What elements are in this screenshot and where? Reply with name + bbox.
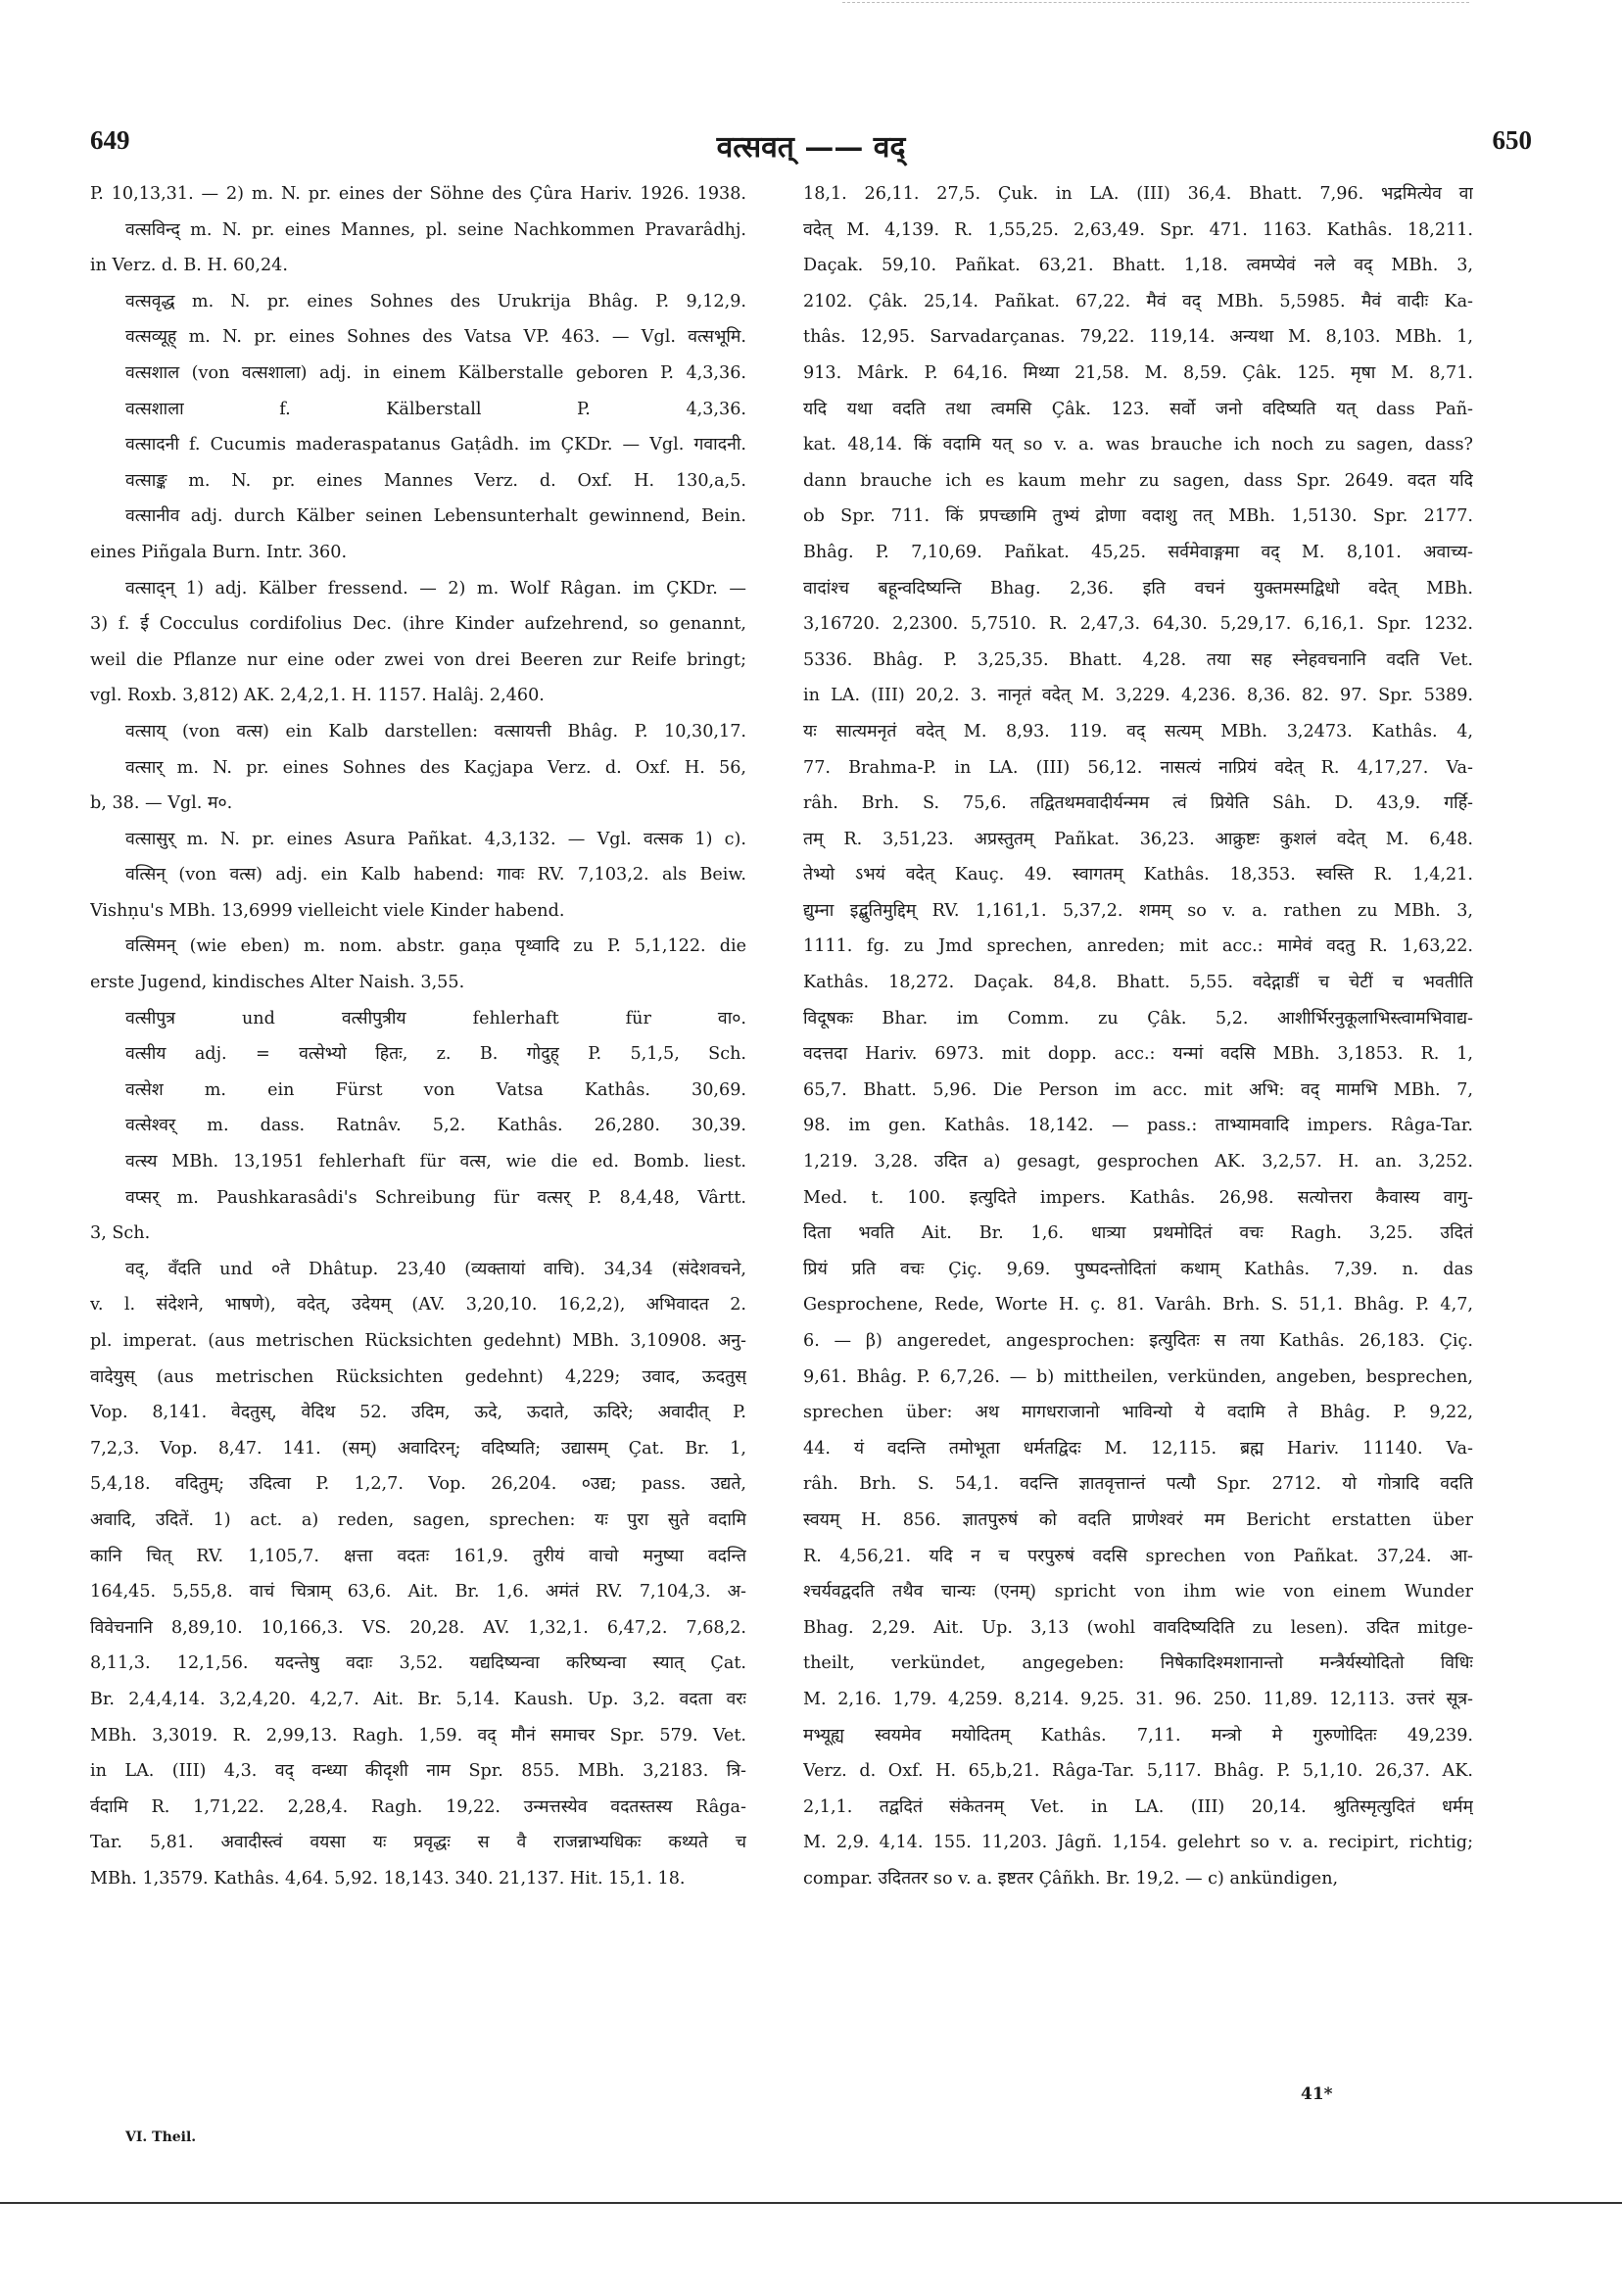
text-line: 1,219. 3,28. उदित a) gesagt, gesprochen AK. 3,2,57. H. an. 3,252. xyxy=(803,1152,1473,1172)
text-line: M. 2,16. 1,79. 4,259. 8,214. 9,25. 31. 96. 250. 11,89. 12,113. उत्तरं सूत्र- xyxy=(803,1689,1473,1709)
text-line: 2,1,1. तद्वदितं संकेतनम् Vet. in LA. (III) 20,14. श्रुतिस्मृत्युदितं धर्मम् xyxy=(803,1796,1473,1817)
text-line: विदूषकः Bhar. im Comm. zu Çâk. 5,2. आशीर्भिरनुकूलाभिस्त्वामभिवाद्य- xyxy=(803,1008,1473,1028)
text-line: in LA. (III) 20,2. 3. नानृतं वदेत् M. 3,229. 4,236. 8,36. 82. 97. Spr. 5389. xyxy=(803,686,1473,706)
text-line: वद्, वँदति und ०ते Dhâtup. 23,40 (व्यक्तायां वाचि). 34,34 (संदेशवचने, xyxy=(125,1259,746,1279)
text-line: र्वदामि R. 1,71,22. 2,28,4. Ragh. 19,22. उन्मत्तस्येव वदतस्तस्य Râga- xyxy=(90,1796,746,1817)
text-line: v. l. संदेशने, भाषणे), वदेत्, उदेयम् (AV. 3,20,10. 16,2,2), अभिवादत 2. xyxy=(90,1295,746,1315)
text-line: in LA. (III) 4,3. वद् वन्ध्या कीदृशी नाम Spr. 855. MBh. 3,2183. त्रि- xyxy=(90,1761,746,1782)
text-line: श्चर्यवद्वदति तथैव चान्यः (एनम्) spricht von ihm wie von einem Wunder xyxy=(803,1582,1473,1602)
text-line: 44. यं वदन्ति तमोभूता धर्मतद्विदः M. 12,115. ब्रह्म Hariv. 11140. Va- xyxy=(803,1438,1473,1459)
text-line: MBh. 1,3579. Kathâs. 4,64. 5,92. 18,143. 340. 21,137. Hit. 15,1. 18. xyxy=(90,1868,686,1889)
text-line: वत्सिन् (von वत्स) adj. ein Kalb habend: गावः RV. 7,103,2. als Beiw. xyxy=(125,865,746,885)
text-line: eines Piñgala Burn. Intr. 360. xyxy=(90,542,348,562)
text-line: 18,1. 26,11. 27,5. Çuk. in LA. (III) 36,4. Bhatt. 7,96. भद्रमित्येव वा xyxy=(803,184,1473,204)
text-line: विवेचनानि 8,89,10. 10,166,3. VS. 20,28. AV. 1,32,1. 6,47,2. 7,68,2. xyxy=(90,1617,746,1638)
text-line: in Verz. d. B. H. 60,24. xyxy=(90,256,288,276)
text-line: Vop. 8,141. वेदतुस्, वेदिथ 52. उदिम, ऊदे, ऊदाते, ऊदिरे; अवादीत् P. xyxy=(90,1403,746,1423)
text-line: वदेत् M. 4,139. R. 1,55,25. 2,63,49. Spr. 471. 1163. Kathâs. 18,211. xyxy=(803,219,1473,240)
text-line: वत्सवृद्ध m. N. pr. eines Sohnes des Urukrija Bhâg. P. 9,12,9. xyxy=(125,291,746,311)
right-column xyxy=(803,176,1473,1897)
text-line: वत्सेश m. ein Fürst von Vatsa Kathâs. 30,69. xyxy=(125,1079,746,1100)
text-line: वत्सशाल (von वत्सशाला) adj. in einem Kälberstalle geboren P. 4,3,36. xyxy=(125,362,746,383)
text-line: तेभ्यो ऽभयं वदेत् Kauç. 49. स्वागतम् Kathâs. 18,353. स्वस्ति R. 1,4,21. xyxy=(803,865,1473,885)
page-number-right: 650 xyxy=(1492,125,1532,155)
text-line: weil die Pflanze nur eine oder zwei von drei Beeren zur Reife bringt; xyxy=(90,649,746,670)
text-line: dann brauche ich es kaum mehr zu sagen, dass Spr. 2649. वदत यदि xyxy=(803,470,1473,491)
text-line: वत्सीय adj. = वत्सेभ्यो हितः, z. B. गोदुह् P. 5,1,5, Sch. xyxy=(125,1044,746,1065)
page-header xyxy=(90,125,1532,165)
text-line: वादांश्च बहून्वदिष्यन्ति Bhag. 2,36. इति वचनं युक्तमस्मद्विधो वदेत् MBh. xyxy=(803,578,1473,598)
text-line: Daçak. 59,10. Pañkat. 63,21. Bhatt. 1,18. त्वमप्येवं नले वद् MBh. 3, xyxy=(803,256,1473,276)
text-line: Bhag. 2,29. Ait. Up. 3,13 (wohl वावदिष्यदिति zu lesen). उदित mitge- xyxy=(803,1617,1473,1638)
text-line: कानि चित् RV. 1,105,7. क्षत्ता वदतः 161,9. तुरीयं वाचो मनुष्या वदन्ति xyxy=(90,1546,746,1566)
text-line: Verz. d. Oxf. H. 65,b,21. Râga-Tar. 5,117. Bhâg. P. 5,1,10. 26,37. AK. xyxy=(803,1761,1473,1782)
text-line: 3) f. ई Cocculus cordifolius Dec. (ihre Kinder aufzehrend, so genannt, xyxy=(90,614,746,635)
text-line: प्रियं प्रति वचः Çiç. 9,69. पुष्पदन्तोदितां कथाम् Kathâs. 7,39. n. das xyxy=(803,1259,1473,1279)
text-line: compar. उदिततर so v. a. इष्टतर Çâñkh. Br. 19,2. — c) ankündigen, xyxy=(803,1868,1339,1889)
bottom-rule xyxy=(0,2202,1622,2204)
text-line: ob Spr. 711. किं प्रपच्छामि तुभ्यं द्रोणा वदाशु तत् MBh. 1,5130. Spr. 2177. xyxy=(803,506,1473,527)
text-line: 7,2,3. Vop. 8,47. 141. (सम्) अवादिरन्; वदिष्यति; उद्यासम् Çat. Br. 1, xyxy=(90,1438,746,1459)
text-line: MBh. 3,3019. R. 2,99,13. Ragh. 1,59. वद् मौनं समाचर Spr. 579. Vet. xyxy=(90,1725,746,1746)
text-line: 2102. Çâk. 25,14. Pañkat. 67,22. मैवं वद् MBh. 5,5985. मैवं वादीः Ka- xyxy=(803,291,1473,311)
text-line: तम् R. 3,51,23. अप्रस्तुतम् Pañkat. 36,23. आक्रुष्टः कुशलं वदेत् M. 6,48. xyxy=(803,829,1473,849)
text-line: 65,7. Bhatt. 5,96. Die Person im acc. mit अभि: वद् मामभि MBh. 7, xyxy=(803,1079,1473,1100)
text-line: मभ्यूह्य स्वयमेव मयोदितम् Kathâs. 7,11. मन्त्रो मे गुरुणोदितः 49,239. xyxy=(803,1725,1473,1746)
volume-label: VI. Theil. xyxy=(125,2129,197,2145)
text-line: 164,45. 5,55,8. वाचं चित्राम् 63,6. Ait. Br. 1,6. अमंतं RV. 7,104,3. अ- xyxy=(90,1582,746,1602)
text-line: sprechen über: अथ मागधराजानो भाविन्यो ये वदामि ते Bhâg. P. 9,22, xyxy=(803,1403,1473,1423)
text-line: thâs. 12,95. Sarvadarçanas. 79,22. 119,14. अन्यथा M. 8,103. MBh. 1, xyxy=(803,327,1473,348)
page-number-left: 649 xyxy=(90,125,130,155)
text-line: P. 10,13,31. — 2) m. N. pr. eines der Söhne des Çûra Hariv. 1926. 1938. xyxy=(90,184,746,204)
left-column xyxy=(90,176,746,1897)
text-line: वत्सानीव adj. durch Kälber seinen Lebensunterhalt gewinnend, Bein. xyxy=(125,506,746,527)
text-line: pl. imperat. (aus metrischen Rücksichten gedehnt) MBh. 3,10908. अनु- xyxy=(90,1331,746,1351)
text-line: वप्सर् m. Paushkarasâdi's Schreibung für वत्सर् P. 8,4,48, Vârtt. xyxy=(125,1187,746,1208)
text-line: वादेयुस् (aus metrischen Rücksichten gedehnt) 4,229; उवाद, ऊदतुस् xyxy=(90,1366,746,1387)
text-line: 3,16720. 2,2300. 5,7510. R. 2,47,3. 64,30. 5,29,17. 6,16,1. Spr. 1232. xyxy=(803,614,1473,635)
text-line: वत्सव्यूह् m. N. pr. eines Sohnes des Vatsa VP. 463. — Vgl. वत्सभूमि. xyxy=(125,327,746,348)
text-line: 913. Mârk. P. 64,16. मिथ्या 21,58. M. 8,59. Çâk. 125. मृषा M. 8,71. xyxy=(803,362,1473,383)
text-line: erste Jugend, kindisches Alter Naish. 3,55. xyxy=(90,973,465,993)
running-headword: वत्सवत् —— वद् xyxy=(716,130,906,165)
text-line: Kathâs. 18,272. Daçak. 84,8. Bhatt. 5,55. वदेद्गाडीं च चेटीं च भवतीति xyxy=(803,973,1473,993)
text-line: वत्सशाला f. Kälberstall P. 4,3,36. xyxy=(125,399,746,419)
text-line: 3, Sch. xyxy=(90,1223,151,1244)
text-line: वत्साङ्क m. N. pr. eines Mannes Verz. d. Oxf. H. 130,a,5. xyxy=(125,470,746,491)
text-line: 77. Brahma-P. in LA. (III) 56,12. नासत्यं नाप्रियं वदेत् R. 4,17,27. Va- xyxy=(803,757,1473,778)
text-line: वत्सेश्वर् m. dass. Ratnâv. 5,2. Kathâs. 26,280. 30,39. xyxy=(125,1116,746,1136)
text-line: vgl. Roxb. 3,812) AK. 2,4,2,1. H. 1157. Halâj. 2,460. xyxy=(90,686,545,706)
text-line: M. 2,9. 4,14. 155. 11,203. Jâgñ. 1,154. gelehrt so v. a. recipirt, richtig; xyxy=(803,1833,1473,1853)
text-line: Bhâg. P. 7,10,69. Pañkat. 45,25. सर्वमेवाङ्गमा वद् M. 8,101. अवाच्य- xyxy=(803,542,1473,562)
text-line: वत्सिमन् (wie eben) m. nom. abstr. gaṇa पृथ्वादि zu P. 5,1,122. die xyxy=(125,936,746,957)
text-line: वत्सीपुत्र und वत्सीपुत्रीय fehlerhaft für वा०. xyxy=(125,1008,746,1028)
text-line: वत्स्य MBh. 13,1951 fehlerhaft für वत्स, wie die ed. Bomb. liest. xyxy=(125,1152,746,1172)
text-line: 1111. fg. zu Jmd sprechen, anreden; mit acc.: मामेवं वदतु R. 1,63,22. xyxy=(803,936,1473,957)
text-line: Vishṇu's MBh. 13,6999 vielleicht viele Kinder habend. xyxy=(90,900,565,921)
text-line: Med. t. 100. इत्युदिते impers. Kathâs. 26,98. सत्योत्तरा कैवास्य वागु- xyxy=(803,1187,1473,1208)
text-line: b, 38. — Vgl. म०. xyxy=(90,793,233,814)
text-line: 8,11,3. 12,1,56. यदन्तेषु वदाः 3,52. यद्यदिष्यन्वा करिष्यन्वा स्यात् Çat. xyxy=(90,1653,746,1674)
text-line: वत्साद्न् 1) adj. Kälber fressend. — 2) m. Wolf Râgan. im ÇKDr. — xyxy=(125,578,746,598)
top-dashed-rule xyxy=(842,2,1469,4)
text-line: Gesprochene, Rede, Worte H. ç. 81. Varâh. Brh. S. 51,1. Bhâg. P. 4,7, xyxy=(803,1295,1473,1315)
text-line: यः सात्यमनृतं वदेत् M. 8,93. 119. वद् सत्यम् MBh. 3,2473. Kathâs. 4, xyxy=(803,721,1473,741)
text-line: अवादि, उदितें. 1) act. a) reden, sagen, sprechen: यः पुरा सुते वदामि xyxy=(90,1509,746,1530)
text-line: 98. im gen. Kathâs. 18,142. — pass.: ताभ्यामवादि impers. Râga-Tar. xyxy=(803,1116,1473,1136)
text-line: द्युम्ना इद्बुतिमुद्दिम् RV. 1,161,1. 5,37,2. शमम् so v. a. rathen zu MBh. 3, xyxy=(803,900,1473,921)
text-line: वत्सादनी f. Cucumis maderaspatanus Gaṭâdh. im ÇKDr. — Vgl. गवादनी. xyxy=(125,435,746,455)
text-line: R. 4,56,21. यदि न च परपुरुषं वदसि sprechen von Pañkat. 37,24. आ- xyxy=(803,1546,1473,1566)
text-line: kat. 48,14. किं वदामि यत् so v. a. was brauche ich noch zu sagen, dass? xyxy=(803,435,1473,455)
text-line: râh. Brh. S. 54,1. वदन्ति ज्ञातवृत्तान्तं पत्यौ Spr. 2712. यो गोत्रादि वदति xyxy=(803,1474,1473,1495)
text-line: स्वयम् H. 856. ज्ञातपुरुषं को वदति प्राणेश्वरं मम Bericht erstatten über xyxy=(803,1509,1473,1530)
text-line: वत्सासुर् m. N. pr. eines Asura Pañkat. 4,3,132. — Vgl. वत्सक 1) c). xyxy=(125,829,746,849)
text-line: वत्सार् m. N. pr. eines Sohnes des Kaçjapa Verz. d. Oxf. H. 56, xyxy=(125,757,746,778)
text-line: 5336. Bhâg. P. 3,25,35. Bhatt. 4,28. तया सह स्नेहवचनानि वदति Vet. xyxy=(803,649,1473,670)
text-line: वत्साय् (von वत्स) ein Kalb darstellen: वत्सायत्ती Bhâg. P. 10,30,17. xyxy=(125,721,746,741)
signature-mark: 41* xyxy=(1301,2084,1333,2104)
text-line: theilt, verkündet, angegeben: निषेकादिश्मशानान्तो मन्त्रैर्यस्योदितो विधिः xyxy=(803,1653,1473,1674)
text-line: râh. Brh. S. 75,6. तद्वितथमवादीर्यन्मम त्वं प्रियेति Sâh. D. 43,9. गर्हि- xyxy=(803,793,1473,814)
text-line: 5,4,18. वदितुम्; उदित्वा P. 1,2,7. Vop. 26,204. ०उद्य; pass. उद्यते, xyxy=(90,1474,746,1495)
text-line: Tar. 5,81. अवादीस्त्वं वयसा यः प्रवृद्धः स वै राजन्नाभ्यधिकः कथ्यते च xyxy=(90,1833,746,1853)
text-line: 6. — β) angeredet, angesprochen: इत्युदितः स तया Kathâs. 26,183. Çiç. xyxy=(803,1331,1473,1351)
text-line: Br. 2,4,4,14. 3,2,4,20. 4,2,7. Ait. Br. 5,14. Kaush. Up. 3,2. वदता वरः xyxy=(90,1689,746,1709)
text-line: वदत्तदा Hariv. 6973. mit dopp. acc.: यन्मां वदसि MBh. 3,1853. R. 1, xyxy=(803,1044,1473,1065)
text-line: यदि यथा वदति तथा त्वमसि Çâk. 123. सर्वो जनो वदिष्यति यत् dass Pañ- xyxy=(803,399,1473,419)
text-line: 9,61. Bhâg. P. 6,7,26. — b) mittheilen, verkünden, angeben, besprechen, xyxy=(803,1366,1473,1387)
text-line: वत्सविन्द् m. N. pr. eines Mannes, pl. seine Nachkommen Pravarâdhj. xyxy=(125,219,746,240)
text-line: दिता भवति Ait. Br. 1,6. धात्र्या प्रथमोदितं वचः Ragh. 3,25. उदितं xyxy=(803,1223,1473,1244)
